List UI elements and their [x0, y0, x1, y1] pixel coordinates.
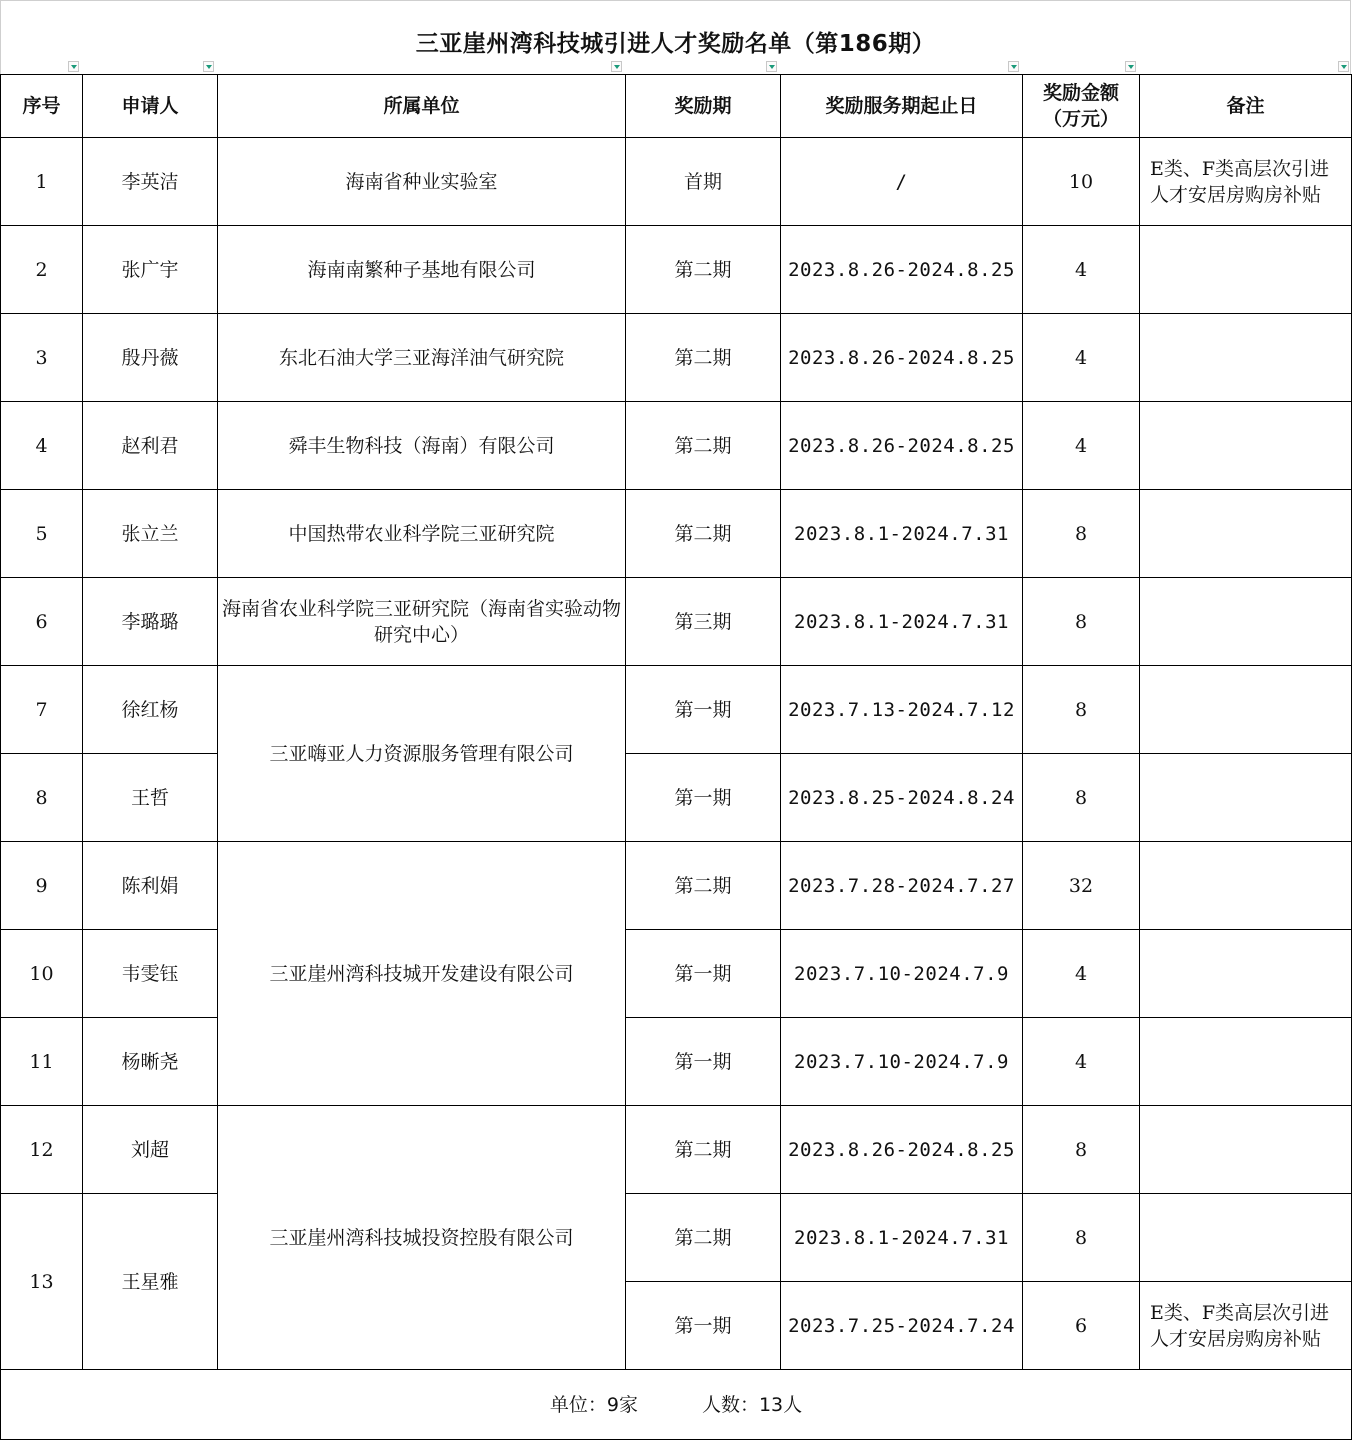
cell-amount[interactable]: 8: [1023, 754, 1140, 842]
sheet-title: 三亚崖州湾科技城引进人才奖励名单（第186期）: [415, 31, 936, 57]
cell-index[interactable]: 10: [1, 930, 83, 1018]
cell-service-dates[interactable]: 2023.7.13-2024.7.12: [781, 666, 1023, 754]
cell-period[interactable]: 第一期: [626, 930, 781, 1018]
cell-service-dates[interactable]: 2023.8.26-2024.8.25: [781, 1106, 1023, 1194]
cell-period[interactable]: 第二期: [626, 490, 781, 578]
cell-period[interactable]: 第三期: [626, 578, 781, 666]
cell-period[interactable]: 第二期: [626, 842, 781, 930]
table-row: [1, 1194, 1352, 1282]
cell-note[interactable]: [1140, 578, 1352, 666]
award-table: [0, 74, 1352, 1440]
table-row: [1, 930, 1352, 1018]
cell-index[interactable]: 6: [1, 578, 83, 666]
cell-applicant[interactable]: 张立兰: [83, 490, 218, 578]
cell-applicant[interactable]: 杨晰尧: [83, 1018, 218, 1106]
cell-period[interactable]: 第一期: [626, 754, 781, 842]
cell-applicant[interactable]: 韦雯钰: [83, 930, 218, 1018]
cell-period[interactable]: 第一期: [626, 1282, 781, 1370]
filter-dropdown-icon[interactable]: [203, 61, 214, 72]
cell-index[interactable]: 5: [1, 490, 83, 578]
cell-service-dates[interactable]: 2023.7.25-2024.7.24: [781, 1282, 1023, 1370]
cell-amount[interactable]: 4: [1023, 930, 1140, 1018]
table-row: [1, 842, 1352, 930]
cell-amount[interactable]: 4: [1023, 314, 1140, 402]
unit-count: 单位：9家: [549, 1393, 638, 1416]
table-row: [1, 1018, 1352, 1106]
cell-index[interactable]: 9: [1, 842, 83, 930]
cell-unit[interactable]: 海南省种业实验室: [218, 138, 626, 226]
cell-applicant[interactable]: 刘超: [83, 1106, 218, 1194]
cell-note[interactable]: [1140, 1018, 1352, 1106]
cell-note[interactable]: [1140, 1106, 1352, 1194]
cell-amount[interactable]: 8: [1023, 1194, 1140, 1282]
header-applicant[interactable]: 申请人: [83, 75, 218, 138]
cell-service-dates[interactable]: 2023.7.10-2024.7.9: [781, 930, 1023, 1018]
people-count: 人数：13人: [701, 1393, 803, 1416]
table-row: [1, 754, 1352, 842]
cell-applicant[interactable]: 李英洁: [83, 138, 218, 226]
cell-index[interactable]: 4: [1, 402, 83, 490]
cell-applicant[interactable]: 王星雅: [83, 1194, 218, 1370]
cell-note[interactable]: [1140, 666, 1352, 754]
filter-dropdown-icon[interactable]: [68, 61, 79, 72]
cell-amount[interactable]: 6: [1023, 1282, 1140, 1370]
cell-unit[interactable]: 舜丰生物科技（海南）有限公司: [218, 402, 626, 490]
cell-unit[interactable]: 中国热带农业科学院三亚研究院: [218, 490, 626, 578]
cell-note[interactable]: E类、F类高层次引进人才安居房购房补贴: [1140, 1282, 1352, 1370]
table-row: [1, 138, 1352, 226]
cell-service-dates[interactable]: /: [781, 138, 1023, 226]
table-row: [1, 578, 1352, 666]
cell-note[interactable]: [1140, 402, 1352, 490]
cell-applicant[interactable]: 李璐璐: [83, 578, 218, 666]
cell-unit[interactable]: 东北石油大学三亚海洋油气研究院: [218, 314, 626, 402]
cell-index[interactable]: 11: [1, 1018, 83, 1106]
cell-applicant[interactable]: 陈利娟: [83, 842, 218, 930]
cell-amount[interactable]: 8: [1023, 1106, 1140, 1194]
footer-row: [1, 1370, 1352, 1440]
cell-note[interactable]: [1140, 842, 1352, 930]
table-row: [1, 666, 1352, 754]
cell-amount[interactable]: 8: [1023, 578, 1140, 666]
summary-cell[interactable]: [1, 1370, 1352, 1440]
cell-index[interactable]: 12: [1, 1106, 83, 1194]
cell-note[interactable]: [1140, 1194, 1352, 1282]
cell-index[interactable]: 7: [1, 666, 83, 754]
cell-amount[interactable]: 4: [1023, 226, 1140, 314]
cell-unit[interactable]: 三亚嗨亚人力资源服务管理有限公司: [218, 666, 626, 842]
filter-dropdown-icon[interactable]: [1338, 61, 1349, 72]
header-note[interactable]: 备注: [1140, 75, 1352, 138]
cell-service-dates[interactable]: 2023.8.1-2024.7.31: [781, 578, 1023, 666]
cell-period[interactable]: 首期: [626, 138, 781, 226]
cell-period[interactable]: 第二期: [626, 226, 781, 314]
cell-unit[interactable]: 三亚崖州湾科技城开发建设有限公司: [218, 842, 626, 1106]
cell-amount[interactable]: 8: [1023, 490, 1140, 578]
header-service-dates[interactable]: 奖励服务期起止日: [781, 75, 1023, 138]
cell-service-dates[interactable]: 2023.8.25-2024.8.24: [781, 754, 1023, 842]
table-row: [1, 226, 1352, 314]
table-row: [1, 490, 1352, 578]
cell-service-dates[interactable]: 2023.7.28-2024.7.27: [781, 842, 1023, 930]
cell-applicant[interactable]: 殷丹薇: [83, 314, 218, 402]
header-index[interactable]: 序号: [1, 75, 83, 138]
cell-unit[interactable]: 三亚崖州湾科技城投资控股有限公司: [218, 1106, 626, 1370]
cell-applicant[interactable]: 徐红杨: [83, 666, 218, 754]
table-row: [1, 1106, 1352, 1194]
cell-applicant[interactable]: 赵利君: [83, 402, 218, 490]
cell-applicant[interactable]: 王哲: [83, 754, 218, 842]
cell-note[interactable]: [1140, 754, 1352, 842]
cell-unit[interactable]: 海南省农业科学院三亚研究院（海南省实验动物研究中心）: [218, 578, 626, 666]
cell-period[interactable]: 第二期: [626, 1106, 781, 1194]
cell-amount[interactable]: 10: [1023, 138, 1140, 226]
cell-note[interactable]: [1140, 226, 1352, 314]
title-row: [0, 0, 1351, 74]
cell-period[interactable]: 第二期: [626, 1194, 781, 1282]
cell-index[interactable]: 13: [1, 1194, 83, 1370]
cell-note[interactable]: [1140, 314, 1352, 402]
cell-index[interactable]: 1: [1, 138, 83, 226]
cell-amount[interactable]: 32: [1023, 842, 1140, 930]
cell-period[interactable]: 第一期: [626, 1018, 781, 1106]
cell-applicant[interactable]: 张广宇: [83, 226, 218, 314]
cell-service-dates[interactable]: 2023.8.1-2024.7.31: [781, 490, 1023, 578]
header-row: [1, 75, 1352, 138]
cell-service-dates[interactable]: 2023.8.26-2024.8.25: [781, 226, 1023, 314]
cell-period[interactable]: 第二期: [626, 314, 781, 402]
cell-amount[interactable]: 8: [1023, 666, 1140, 754]
filter-dropdown-icon[interactable]: [1125, 61, 1136, 72]
header-amount[interactable]: 奖励金额 （万元）: [1023, 75, 1140, 138]
cell-index[interactable]: 2: [1, 226, 83, 314]
cell-service-dates[interactable]: 2023.8.26-2024.8.25: [781, 402, 1023, 490]
cell-period[interactable]: 第二期: [626, 402, 781, 490]
cell-note[interactable]: [1140, 930, 1352, 1018]
filter-dropdown-icon[interactable]: [1008, 61, 1019, 72]
cell-index[interactable]: 8: [1, 754, 83, 842]
header-unit[interactable]: 所属单位: [218, 75, 626, 138]
cell-note[interactable]: [1140, 490, 1352, 578]
cell-amount[interactable]: 4: [1023, 1018, 1140, 1106]
filter-dropdown-icon[interactable]: [611, 61, 622, 72]
cell-service-dates[interactable]: 2023.8.26-2024.8.25: [781, 314, 1023, 402]
cell-note[interactable]: E类、F类高层次引进人才安居房购房补贴: [1140, 138, 1352, 226]
filter-dropdown-icon[interactable]: [766, 61, 777, 72]
cell-period[interactable]: 第一期: [626, 666, 781, 754]
table-row: [1, 314, 1352, 402]
table-row: [1, 402, 1352, 490]
cell-amount[interactable]: 4: [1023, 402, 1140, 490]
cell-service-dates[interactable]: 2023.8.1-2024.7.31: [781, 1194, 1023, 1282]
cell-index[interactable]: 3: [1, 314, 83, 402]
header-period[interactable]: 奖励期: [626, 75, 781, 138]
cell-service-dates[interactable]: 2023.7.10-2024.7.9: [781, 1018, 1023, 1106]
cell-unit[interactable]: 海南南繁种子基地有限公司: [218, 226, 626, 314]
